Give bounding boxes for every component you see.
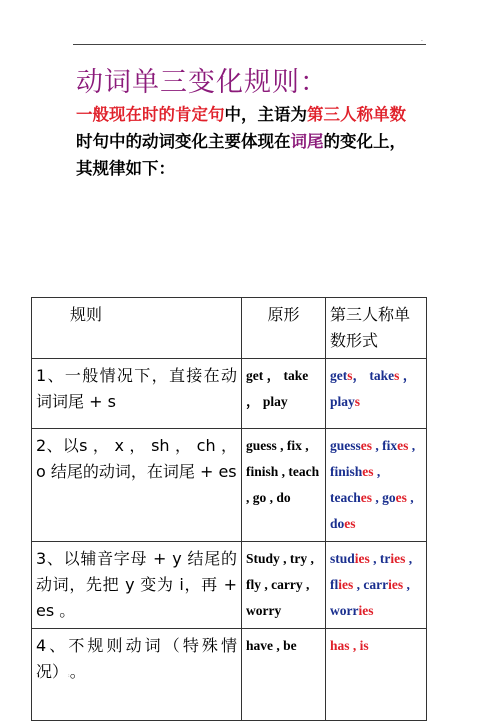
separator: , <box>373 464 381 479</box>
rule-cell: 2、以s ， x ， sh ， ch ， o 结尾的动词，在词尾 + es <box>32 429 242 542</box>
verb-stem: get <box>330 368 348 383</box>
third-form-cell <box>326 359 427 429</box>
separator: , <box>372 438 383 453</box>
table-header-row <box>32 298 427 359</box>
intro-paragraph <box>76 101 421 182</box>
verb-ending: ies <box>358 603 374 618</box>
rule-irregular-label: 4、不规则动词（特殊情况） <box>36 636 237 681</box>
verb-ending: s <box>347 368 353 383</box>
verb-ending: ies <box>354 551 370 566</box>
third-form-cell <box>326 542 427 629</box>
verb-stem: do <box>330 516 345 531</box>
verb-ending: es <box>360 490 372 505</box>
verb-stem: take <box>369 368 395 383</box>
separator: , <box>405 551 413 566</box>
verb-stem: finish <box>330 464 363 479</box>
corner-mark: . <box>421 36 423 43</box>
verb-stem: fix <box>382 438 398 453</box>
verb-stem: guess <box>330 438 361 453</box>
verb-stem: carr <box>363 577 389 592</box>
third-form-cell <box>326 429 427 542</box>
base-form-cell: guess , fix , finish , teach , go , do <box>242 429 326 542</box>
verb-ending: es <box>362 464 374 479</box>
header-third: 第三人称单数形式 <box>326 298 427 359</box>
separator: , <box>372 490 383 505</box>
separator: , <box>369 551 380 566</box>
intro-highlight-subject: 第三人称单数 <box>307 105 406 124</box>
verb-stem: play <box>330 394 355 409</box>
intro-highlight-ending: 词尾 <box>290 132 324 151</box>
verb-rules-table <box>31 297 427 721</box>
separator: ， <box>399 368 417 383</box>
base-form-cell: get ， take ， play <box>242 359 326 429</box>
table-row <box>32 359 427 429</box>
verb-ending: es <box>344 516 356 531</box>
header-rule: 规则 <box>32 298 242 359</box>
rule-cell: 1、一般情况下，直接在动词词尾 + s <box>32 359 242 429</box>
page-heading: 动词单三变化规则： <box>76 67 328 98</box>
table-row <box>32 542 427 629</box>
intro-text-2: 时句中的动词变化主要体现在 <box>76 132 291 151</box>
table-row <box>32 429 427 542</box>
verb-ending: s <box>394 368 400 383</box>
verb-stem: go <box>382 490 396 505</box>
verb-ending: ies <box>338 577 354 592</box>
verb-stem: teach <box>330 490 361 505</box>
verb-ending: ies <box>390 551 406 566</box>
base-form-cell: have , be <box>242 629 326 721</box>
separator: , <box>406 490 414 505</box>
verb-ending: s <box>354 394 361 409</box>
rule-cell: 3、以辅音字母 + y 结尾的动词，先把 y 变为 i，再 + es 。 <box>32 542 242 629</box>
small-mark: : <box>68 673 70 679</box>
separator: , <box>353 577 364 592</box>
intro-highlight-tense: 一般现在时的肯定句 <box>76 105 225 124</box>
base-form-cell: Study , try , fly , carry , worry <box>242 542 326 629</box>
table-row <box>32 629 427 721</box>
intro-text-3: 的变化上，其规律如下： <box>76 132 406 178</box>
verb-stem: tr <box>379 551 391 566</box>
header-base: 原形 <box>242 298 326 359</box>
verb-ending: es <box>397 438 409 453</box>
verb-stem: stud <box>330 551 355 566</box>
verb-stem: worr <box>330 603 359 618</box>
verb-ending: ies <box>388 577 404 592</box>
rule-irregular-end: 。 <box>69 662 86 681</box>
separator: ， <box>352 368 370 383</box>
top-rule-line <box>73 44 426 45</box>
irregular-forms: has , is <box>330 638 369 653</box>
verb-ending: es <box>395 490 407 505</box>
third-form-cell <box>326 629 427 721</box>
separator: , <box>408 438 416 453</box>
separator: , <box>403 577 410 592</box>
verb-stem: fl <box>330 577 339 592</box>
intro-text-1: 中，主语为 <box>224 105 307 124</box>
rule-cell <box>32 629 242 721</box>
verb-ending: es <box>360 438 373 453</box>
